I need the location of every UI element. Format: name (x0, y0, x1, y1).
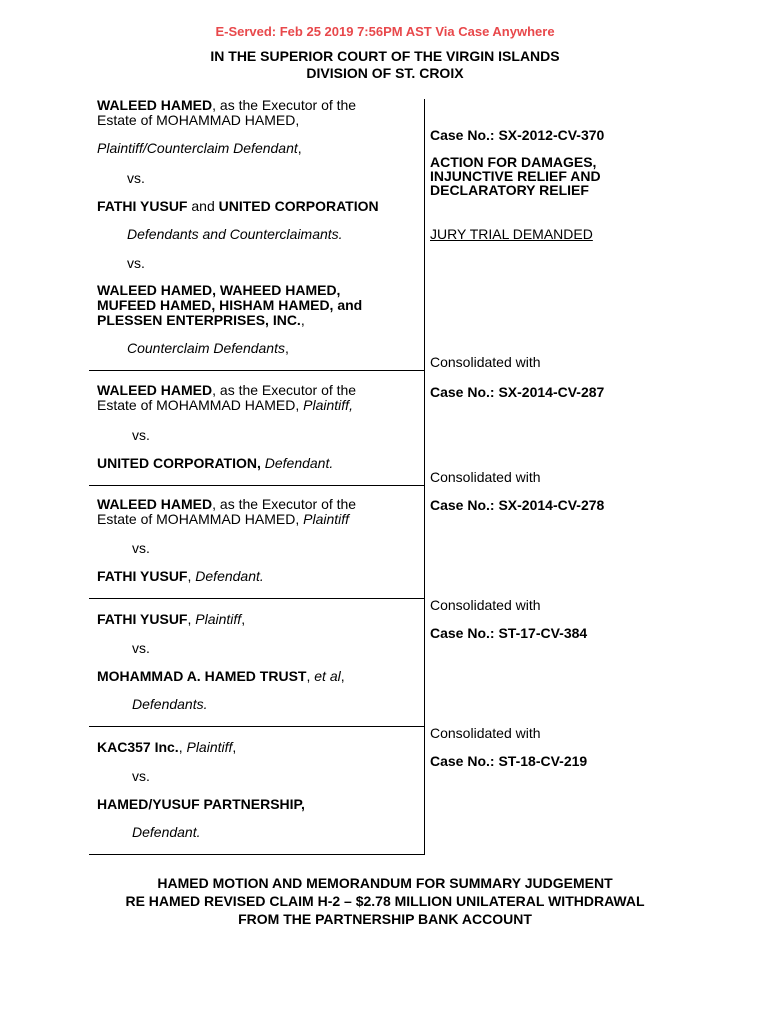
case2-defendant: UNITED CORPORATION, Defendant. (97, 455, 334, 471)
case1-vs: vs. (127, 170, 145, 186)
case3-vs: vs. (132, 540, 150, 556)
case5-number: Case No.: ST-18-CV-219 (430, 753, 588, 769)
consolidated-with-2: Consolidated with (430, 469, 541, 485)
case3-defendant: FATHI YUSUF, Defendant. (97, 568, 264, 584)
case1-plaintiff: WALEED HAMED, as the Executor of the Estate of MOHAMMAD HAMED, (97, 97, 357, 128)
caption-divider-2 (89, 485, 424, 486)
motion-title-line1: HAMED MOTION AND MEMORANDUM FOR SUMMARY JUDGEMENT (157, 875, 613, 891)
case2-vs: vs. (132, 427, 150, 443)
consolidated-with-4: Consolidated with (430, 725, 541, 741)
case3-plaintiff: WALEED HAMED, as the Executor of the Estate of MOHAMMAD HAMED, Plaintiff (97, 496, 357, 527)
case1-number: Case No.: SX-2012-CV-370 (430, 127, 605, 143)
case4-defendant-role: Defendants. (132, 696, 208, 712)
consolidated-with-3: Consolidated with (430, 597, 541, 613)
case5-vs: vs. (132, 768, 150, 784)
caption-divider-1 (89, 370, 424, 371)
consolidated-with-1: Consolidated with (430, 354, 541, 370)
case1-counter-role: Counterclaim Defendants, (127, 340, 289, 356)
caption-vertical-divider (424, 99, 425, 855)
caption-divider-bottom (89, 854, 424, 855)
case1-defendants: FATHI YUSUF and UNITED CORPORATION (97, 198, 379, 214)
e-served-stamp: E-Served: Feb 25 2019 7:56PM AST Via Case Anywhere (215, 24, 555, 39)
case3-number: Case No.: SX-2014-CV-278 (430, 497, 605, 513)
motion-title-line2: RE HAMED REVISED CLAIM H-2 – $2.78 MILLION UNILATERAL WITHDRAWAL (125, 893, 645, 909)
case2-number: Case No.: SX-2014-CV-287 (430, 384, 605, 400)
case1-vs2: vs. (127, 255, 145, 271)
case5-plaintiff: KAC357 Inc., Plaintiff, (97, 739, 237, 755)
caption-divider-4 (89, 726, 424, 727)
case5-defendant: HAMED/YUSUF PARTNERSHIP, (97, 796, 305, 812)
case4-defendant: MOHAMMAD A. HAMED TRUST, et al, (97, 668, 345, 684)
court-name: IN THE SUPERIOR COURT OF THE VIRGIN ISLANDS (210, 48, 560, 64)
case4-plaintiff: FATHI YUSUF, Plaintiff, (97, 611, 246, 627)
motion-title-line3: FROM THE PARTNERSHIP BANK ACCOUNT (238, 911, 532, 927)
case1-plaintiff-role: Plaintiff/Counterclaim Defendant, (97, 140, 302, 156)
case1-defendant-role: Defendants and Counterclaimants. (127, 226, 343, 242)
case5-defendant-role: Defendant. (132, 824, 201, 840)
case4-vs: vs. (132, 640, 150, 656)
court-division: DIVISION OF ST. CROIX (306, 65, 464, 81)
jury-trial-demanded: JURY TRIAL DEMANDED (430, 226, 593, 242)
caption-divider-3 (89, 598, 424, 599)
case1-counterclaim-defendants: WALEED HAMED, WAHEED HAMED, MUFEED HAMED, HISHAM HAMED, and PLESSEN ENTERPRISES, INC., (97, 282, 363, 328)
case2-plaintiff: WALEED HAMED, as the Executor of the Estate of MOHAMMAD HAMED, Plaintiff, (97, 382, 357, 413)
case1-action: ACTION FOR DAMAGES, INJUNCTIVE RELIEF AND DECLARATORY RELIEF (430, 154, 601, 198)
case4-number: Case No.: ST-17-CV-384 (430, 625, 588, 641)
